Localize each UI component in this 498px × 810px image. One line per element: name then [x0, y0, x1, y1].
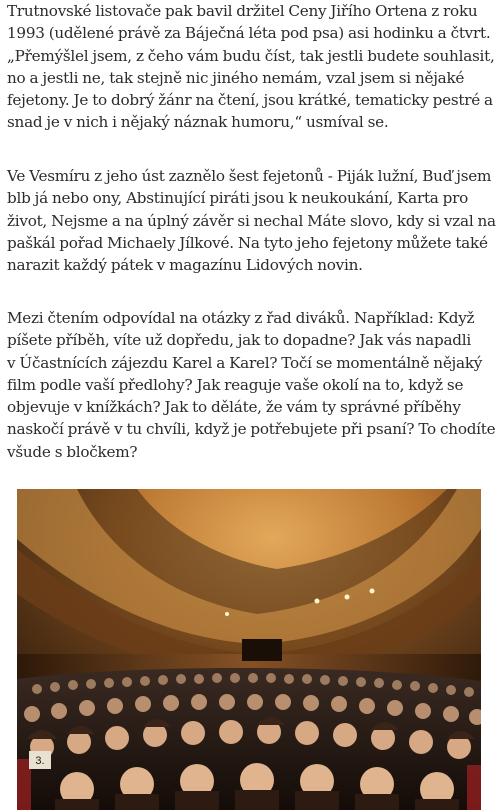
- paragraph-3: [7, 307, 495, 463]
- text-line: život, Nejsme a na úplný závěr si nechal Máte slovo, kdy si vzal na: [7, 211, 496, 230]
- text-line: fejetony. Je to dobrý žánr na čtení, jsou krátké, tematicky pestré a: [7, 91, 493, 110]
- text-line: všude s bločkem?: [7, 442, 138, 461]
- text-line: „Přemýšlel jsem, z čeho vám budu číst, tak jestli budete souhlasit,: [7, 46, 495, 65]
- text-line: blb já nebo ony, Abstinující piráti jsou k neukoukání, Karta pro: [7, 189, 469, 208]
- paragraph-2: [7, 165, 496, 276]
- text-line: narazit každý pátek v magazínu Lidových novin.: [7, 256, 363, 275]
- text-line: píšete příběh, víte už dopředu, jak to dopadne? Jak vás napadli: [7, 331, 471, 350]
- theater-audience-photo: [17, 489, 481, 810]
- text-line: objevuje v knížkách? Jak to děláte, že vám ty správné příběhy: [7, 398, 461, 417]
- text-line: paškál pořad Michaely Jílkové. Na tyto jeho fejetony můžete také: [7, 233, 488, 252]
- seat-number-label: 3.: [35, 755, 45, 767]
- text-line: naskočí právě v tu chvíli, když je potřebujete při psaní? To chodíte: [7, 420, 496, 439]
- text-line: Ve Vesmíru z jeho úst zaznělo šest fejetonů - Piják lužní, Buď jsem: [7, 167, 492, 185]
- text-line: snad je v nich i nějaký náznak humoru,“ usmíval se.: [7, 113, 389, 132]
- text-line: Mezi čtením odpovídal na otázky z řad diváků. Například: Když: [7, 309, 475, 327]
- text-line: v Účastnících zájezdu Karel a Karel? Točí se momentálně nějaký: [7, 353, 483, 372]
- paragraph-1: [7, 0, 495, 134]
- text-line: 1993 (udělené právě za Báječná léta pod psa) asi hodinku a čtvrt.: [7, 24, 491, 43]
- text-line: no a jestli ne, tak stejně nic jiného nemám, vzal jsem si nějaké: [7, 68, 465, 87]
- text-line: film podle vaší předlohy? Jak reaguje vaše okolí na to, když se: [7, 375, 464, 394]
- text-line: Trutnovské listovače pak bavil držitel Ceny Jiřího Ortena z roku: [7, 2, 478, 20]
